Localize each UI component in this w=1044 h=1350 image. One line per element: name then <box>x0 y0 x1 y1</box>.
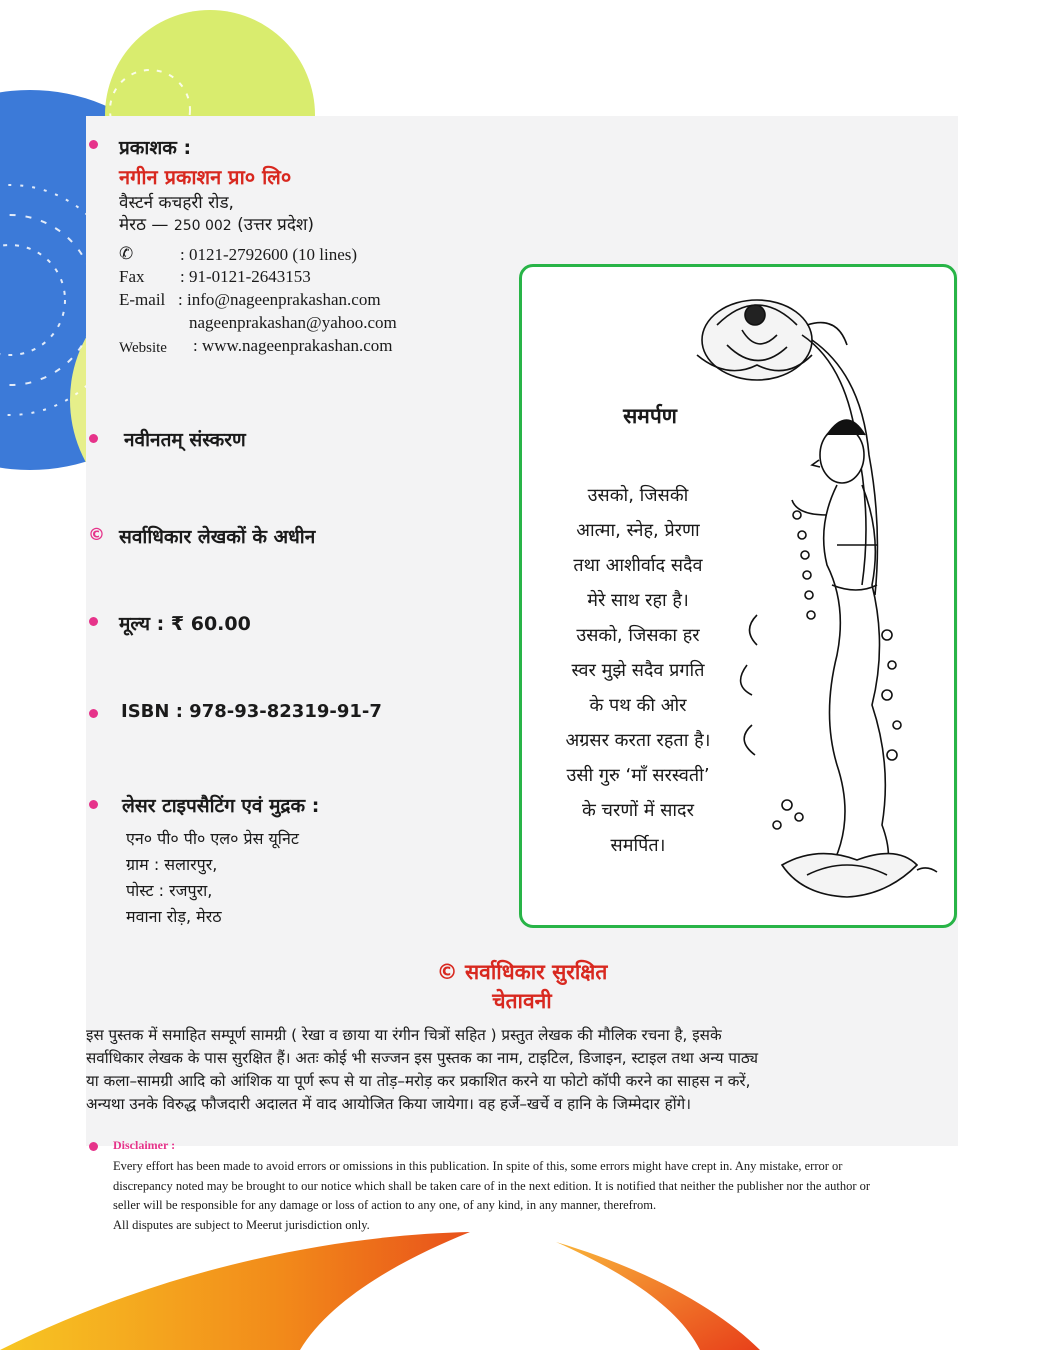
website-link[interactable]: : www.nageenprakashan.com <box>193 336 393 355</box>
copyright-icon: © <box>88 525 105 545</box>
fax-label: Fax <box>119 267 145 286</box>
phone-number: : 0121-2792600 (10 lines) <box>180 245 358 264</box>
disclaimer-label: Disclaimer : <box>113 1138 176 1152</box>
copyright-text: सर्वाधिकार लेखकों के अधीन <box>119 526 316 548</box>
email-label: E-mail <box>119 290 166 309</box>
bullet-icon <box>89 140 98 149</box>
dedication-line: आत्मा, स्नेह, प्रेरणा <box>576 520 700 541</box>
warning-line: सर्वाधिकार लेखक के पास सुरक्षित हैं। अतः कोई भी सज्जन इस पुस्तक का नाम, टाइटिल, डिजाइन, स्टाइल तथा अन्य पाठ्य <box>86 1049 759 1067</box>
bottom-swoosh-left <box>0 1232 470 1350</box>
address-city: मेरठ — <box>119 215 169 235</box>
warning-line: या कला–सामग्री आदि को आंशिक या पूर्ण रूप से या तोड़–मरोड़ कर प्रकाशित करने या फोटो कॉपी करने का साहस न करें, <box>86 1072 751 1090</box>
dedication-line: मेरे साथ रहा है। <box>587 590 689 611</box>
email-secondary[interactable]: nageenprakashan@yahoo.com <box>189 313 397 332</box>
disclaimer-line: All disputes are subject to Meerut jurisdiction only. <box>113 1217 370 1232</box>
price-text: मूल्य : ₹ 60.00 <box>119 613 251 635</box>
bullet-icon <box>89 800 98 809</box>
bullet-icon <box>89 709 98 718</box>
warning-line: इस पुस्तक में समाहित सम्पूर्ण सामग्री ( रेखा व छाया या रंगीन चित्रों सहित ) प्रस्तुत लेखक की मौलिक रचना है, इसके <box>86 1026 722 1044</box>
dedication-card <box>519 264 957 928</box>
disclaimer-line: Every effort has been made to avoid errors or omissions in this publication. In spite of this, some errors might have crept in. Any mistake, error or <box>113 1159 843 1173</box>
dedication-title: समर्पण <box>623 404 677 428</box>
email-primary[interactable]: : info@nageenprakashan.com <box>178 290 381 309</box>
website-label: Website <box>119 340 167 356</box>
dedication-line: उसी गुरु ‘माँ सरस्वती’ <box>566 765 710 786</box>
bullet-icon <box>89 617 98 626</box>
bullet-icon <box>89 434 98 443</box>
dedication-line: समर्पित। <box>610 835 666 856</box>
printer-line: मवाना रोड़, मेरठ <box>126 907 222 926</box>
saraswati-illustration <box>687 285 947 915</box>
publisher-name: नगीन प्रकाशन प्रा० लि० <box>119 165 292 189</box>
dedication-line: के चरणों में सादर <box>582 800 694 821</box>
publisher-address-line1: वैस्टर्न कचहरी रोड, <box>119 193 234 213</box>
disclaimer-text <box>113 1157 958 1235</box>
warning-line: अन्यथा उनके विरुद्ध फौजदारी अदालत में वाद आयोजित किया जायेगा। वह हर्जे–खर्चे व हानि के जिम्मेदार होंगे। <box>86 1095 691 1113</box>
address-pin: 250 002 <box>173 218 232 234</box>
printer-line: ग्राम : सलारपुर, <box>126 855 218 874</box>
dedication-line: उसको, जिसकी <box>587 485 689 506</box>
printer-line: पोस्ट : रजपुरा, <box>126 881 213 900</box>
dedication-line: अग्रसर करता रहता है। <box>565 730 711 751</box>
edition-text: नवीनतम् संस्करण <box>124 429 246 451</box>
warning-title: © सर्वाधिकार सुरक्षित <box>436 960 608 984</box>
dedication-line: स्वर मुझे सदैव प्रगति <box>571 660 705 681</box>
printer-title: लेसर टाइपसैटिंग एवं मुद्रक : <box>122 795 320 817</box>
dedication-line: उसको, जिसका हर <box>576 625 700 646</box>
warning-paragraph <box>86 1024 958 1116</box>
phone-icon: ✆ <box>119 244 134 264</box>
disclaimer-line: discrepancy noted may be brought to our notice which shall be taken care of in the next edition. It is notified that neither the publisher nor the author or <box>113 1178 871 1193</box>
bottom-swoosh-right <box>556 1242 760 1350</box>
dedication-line: के पथ की ओर <box>589 695 687 716</box>
warning-subtitle: चेतावनी <box>492 989 552 1013</box>
disclaimer-line: seller will be responsible for any damage or loss of action to any one, of any kind, in any manner, therefrom. <box>113 1198 657 1212</box>
publisher-label: प्रकाशक : <box>119 137 192 159</box>
address-state: (उत्तर प्रदेश) <box>237 215 315 235</box>
publisher-address-line2 <box>119 214 314 237</box>
fax-number: : 91-0121-2643153 <box>180 267 311 286</box>
dedication-line: तथा आशीर्वाद सदैव <box>573 555 703 576</box>
printer-line: एन० पी० पी० एल० प्रेस यूनिट <box>126 829 299 848</box>
bullet-icon <box>89 1142 98 1151</box>
isbn-text: ISBN : 978-93-82319-91-7 <box>121 701 382 722</box>
